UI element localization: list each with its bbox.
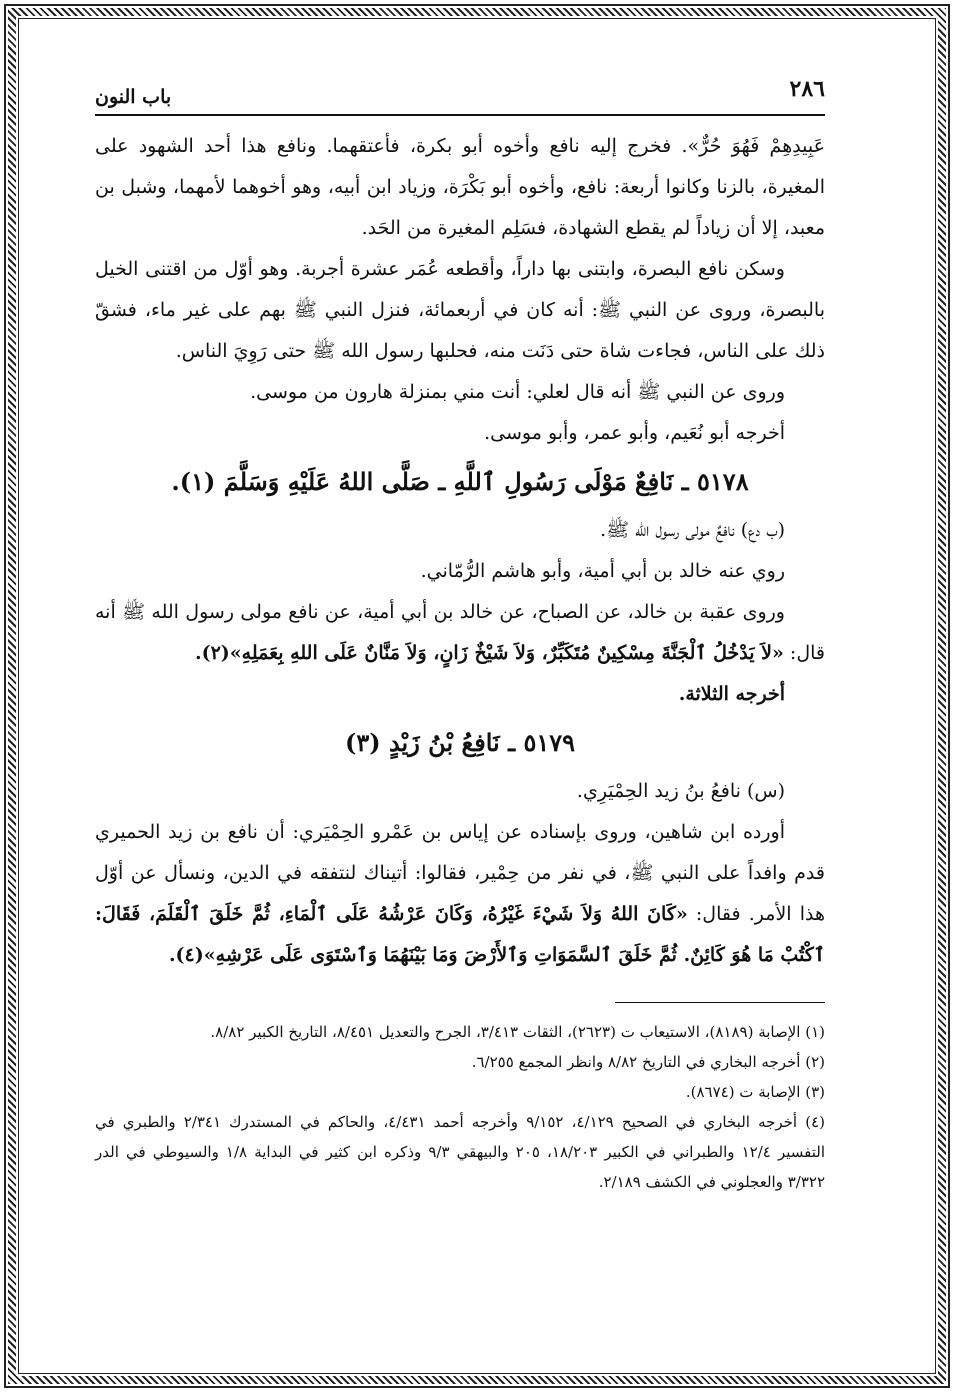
hadith-quote: «لاَ يَدْخُلُ ٱلْجَنَّةَ مِسْكِينٌ مُتَكَبِّرٌ، وَلاَ شَيْخٌ زَانٍ، وَلاَ مَنَّانٌ عَلَى اللهِ بِعَمَلِهِ»(٢). [194,642,784,664]
entry-title: ٥١٧٩ ـ نَافِعُ بْنُ زَيْدٍ (٣) [344,728,576,757]
paragraph [95,592,825,674]
paragraph: روي عنه خالد بن أبي أمية، وأبو هاشم الرُّمّاني. [420,560,785,582]
header-rule [95,114,825,116]
paragraph: (س) نافعُ بنُ زيد الحِمْيَرِي. [576,780,785,802]
paragraph [95,812,825,976]
footnote: (١) الإصابة (٨١٨٩)، الاستيعاب ت (٢٦٢٣)، الثقات ٣/٤١٣، الجرح والتعديل ٨/٤٥١، التاريخ الكبير ٨/٨٢. [210,1023,825,1041]
hadith-quote: «كَانَ اللهُ وَلاَ شَيْءَ غَيْرُهُ، وَكَانَ عَرْشُهُ عَلَى ٱلْمَاءِ، ثُمَّ خَلَقَ ٱلْقَلَمَ، فَقَالَ: ٱكْتُبْ مَا هُوَ كَائِنٌ. ثُمَّ خَلَقَ ٱلسَّمَوَاتِ وَٱلأَرْضَ وَمَا بَيْنَهُمَا وَٱسْتَوَى عَلَى عَرْشِهِ»(٤). [95,903,825,966]
entry-title: ٥١٧٨ ـ نَافِعٌ مَوْلَى رَسُولِ ٱللَّهِ ـ صَلَّى اللهُ عَلَيْهِ وَسَلَّمَ (١). [171,467,749,496]
paragraph: (ب دع) نافعٌ مولى رسول الله ﷺ. [600,519,785,541]
paragraph: وروى عن النبي ﷺ أنه قال لعلي: أنت مني بمنزلة هارون من موسى. [250,381,785,403]
main-text [95,126,825,976]
paragraph-text: وروى عقبة بن خالد، عن الصباح، عن خالد بن أبي أمية، عن نافع مولى رسول الله ﷺ أنه قال: [95,601,825,664]
footnote: (٣) الإصابة ت (٨٦٧٤). [685,1083,825,1101]
paragraph-text: أورده ابن شاهين، وروى بإسناده عن إياس بن عَمْرو الحِمْيَري: أن نافع بن زيد الحميري قدم وافداً على النبي ﷺ، في نفر من حِمْير، فقالوا: أتيناك لنتفقه في الدين، ونسأل عن أوّل هذا الأمر. فقال: [95,821,825,925]
page-content [95,68,825,1197]
page-header [95,68,825,108]
footnotes [95,1017,825,1197]
footnote-rule [615,1002,825,1003]
paragraph: أخرجه الثلاثة. [678,683,785,705]
footnote: (٤) أخرجه البخاري في الصحيح ٤/١٢٩، ٩/١٥٢ وأخرجه أحمد ٤/٤٣١، والحاكم في المستدرك ٢/٣٤١ والطبري في التفسير ١٢/٤ والطبراني في الكبير ١٨/٢٠٣، ٢٠٥ والبيهقي ٩/٣ وذكره ابن كثير في البداية ١/٨ والسيوطي في الدر ٣/٣٢٢ والعجلوني في الكشف ٢/١٨٩. [95,1113,825,1191]
paragraph: عَبِيدِهِمْ فَهُوَ حُرٌّ». فخرج إليه نافع وأخوه أبو بكرة، فأعتقهما. ونافع هذا أحد الشهود على المغيرة، بالزنا وكانوا أربعة: نافع، وأخوه أبو بَكْرَة، وزياد ابن أبيه، وهو أخوهما لأمهما، وشبل بن معبد، إلا أن زياداً لم يقطع الشهادة، فسَلِم المغيرة من الحَد. [95,135,825,239]
paragraph: أخرجه أبو نُعَيم، وأبو عمر، وأبو موسى. [484,422,785,444]
page-number: ٢٨٦ [789,76,825,102]
footnote: (٢) أخرجه البخاري في التاريخ ٨/٨٢ وانظر المجمع ٦/٢٥٥. [471,1053,825,1071]
running-title: باب النون [95,86,172,108]
paragraph: وسكن نافع البصرة، وابتنى بها داراً، وأقطعه عُمَر عشرة أجربة. وهو أوّل من اقتنى الخيل بالبصرة، وروى عن النبي ﷺ: أنه كان في أربعمائة، فنزل النبي ﷺ بهم على غير ماء، فشقّ ذلك على الناس، فجاءت شاة حتى دَنَت منه، فحلبها رسول الله ﷺ حتى رَوِيَ الناس. [95,258,825,362]
